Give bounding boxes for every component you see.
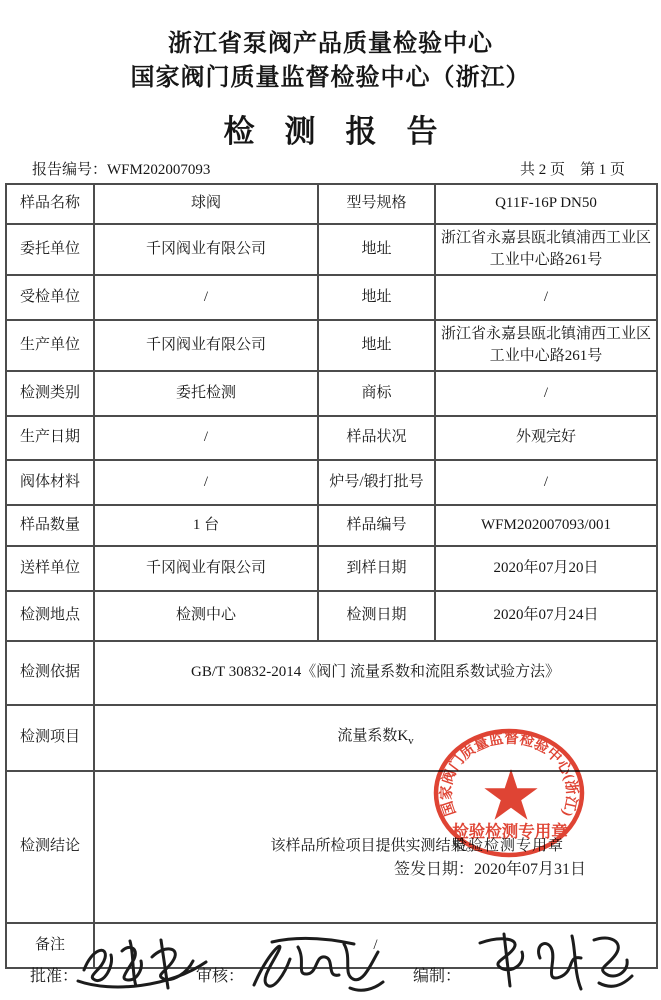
table-row [6, 505, 657, 546]
value-manufacturer: 千冈阀业有限公司 [94, 320, 318, 371]
table-row [6, 371, 657, 416]
label-sample-sender: 送样单位 [6, 546, 94, 591]
label-test-category: 检测类别 [6, 371, 94, 416]
value-remarks: / [94, 923, 657, 968]
report-title: 检测报告 [223, 113, 468, 149]
label-sample-quantity: 样品数量 [6, 505, 94, 546]
table-row [6, 416, 657, 460]
preparer-signature [460, 928, 635, 998]
value-client-unit: 千冈阀业有限公司 [94, 224, 318, 275]
value-arrival-date: 2020年07月20日 [435, 546, 657, 591]
prepare-label: 编制： [413, 968, 462, 985]
label-manufacturer-address: 地址 [318, 320, 435, 371]
label-inspected-address: 地址 [318, 275, 435, 320]
value-test-date: 2020年07月24日 [435, 591, 657, 641]
label-manufacturer: 生产单位 [6, 320, 94, 371]
org-title-line1: 浙江省泵阀产品质量检验中心 [168, 31, 493, 57]
label-sample-name: 样品名称 [6, 184, 94, 224]
value-inspected-unit: / [94, 275, 318, 320]
test-item-subscript: v [408, 735, 414, 748]
review-label: 审核： [196, 968, 245, 985]
value-trademark: / [435, 371, 657, 416]
value-sample-number: WFM202007093/001 [435, 505, 657, 546]
label-remarks: 备注 [6, 923, 94, 968]
value-manufacturer-address: 浙江省永嘉县瓯北镇浦西工业区工业中心路261号 [435, 320, 657, 371]
reviewer-signature [238, 933, 388, 997]
table-row [6, 591, 657, 641]
value-inspected-address: / [435, 275, 657, 320]
value-body-material: / [94, 460, 318, 505]
report-meta-row [0, 158, 661, 179]
table-row [6, 184, 657, 224]
org-title-line2: 国家阀门质量监督检验中心（浙江） [130, 64, 531, 91]
value-production-date: / [94, 416, 318, 460]
label-heat-batch-no: 炉号/锻打批号 [318, 460, 435, 505]
seal-ring-text: 国家阀门质量监督检验中心(浙江) [438, 730, 580, 819]
value-test-basis: GB/T 30832-2014《阀门 流量系数和流阻系数试验方法》 [94, 641, 657, 705]
table-row [6, 224, 657, 275]
page-indicator: 共 2 页 第 1 页 [519, 161, 625, 178]
test-item-text: 流量系数K [337, 728, 409, 745]
value-heat-batch-no: / [435, 460, 657, 505]
approver-signature [72, 936, 212, 996]
conclusion-text: 该样品所检项目提供实测结果。 [270, 838, 481, 855]
table-row [6, 546, 657, 591]
report-number-label: 报告编号： [32, 161, 108, 178]
official-seal-stamp [430, 724, 590, 869]
value-test-category: 委托检测 [94, 371, 318, 416]
table-row [6, 641, 657, 705]
label-arrival-date: 到样日期 [318, 546, 435, 591]
label-inspected-unit: 受检单位 [6, 275, 94, 320]
label-production-date: 生产日期 [6, 416, 94, 460]
label-test-conclusion: 检测结论 [6, 771, 94, 923]
value-client-address: 浙江省永嘉县瓯北镇浦西工业区工业中心路261号 [435, 224, 657, 275]
label-sample-number: 样品编号 [318, 505, 435, 546]
value-sample-quantity: 1 台 [94, 505, 318, 546]
label-sample-condition: 样品状况 [318, 416, 435, 460]
value-sample-sender: 千冈阀业有限公司 [94, 546, 318, 591]
seal-center-text: 检验检测专用章 [452, 822, 568, 841]
label-model-spec: 型号规格 [318, 184, 435, 224]
label-test-items: 检测项目 [6, 705, 94, 771]
label-client-unit: 委托单位 [6, 224, 94, 275]
stamp-caption-text: 检验检测专用章 [452, 838, 565, 854]
table-row [6, 320, 657, 371]
report-number [32, 158, 210, 179]
table-row [6, 460, 657, 505]
seal-star-icon [484, 769, 537, 820]
issue-date: 签发日期：2020年07月31日 [394, 861, 587, 878]
value-test-location: 检测中心 [94, 591, 318, 641]
value-sample-condition: 外观完好 [435, 416, 657, 460]
label-test-location: 检测地点 [6, 591, 94, 641]
label-body-material: 阀体材料 [6, 460, 94, 505]
value-model-spec: Q11F-16P DN50 [435, 184, 657, 224]
label-trademark: 商标 [318, 371, 435, 416]
label-client-address: 地址 [318, 224, 435, 275]
report-number-value: WFM202007093 [107, 161, 211, 178]
approve-label: 批准： [30, 968, 79, 985]
table-row [6, 275, 657, 320]
label-test-date: 检测日期 [318, 591, 435, 641]
label-test-basis: 检测依据 [6, 641, 94, 705]
value-sample-name: 球阀 [94, 184, 318, 224]
